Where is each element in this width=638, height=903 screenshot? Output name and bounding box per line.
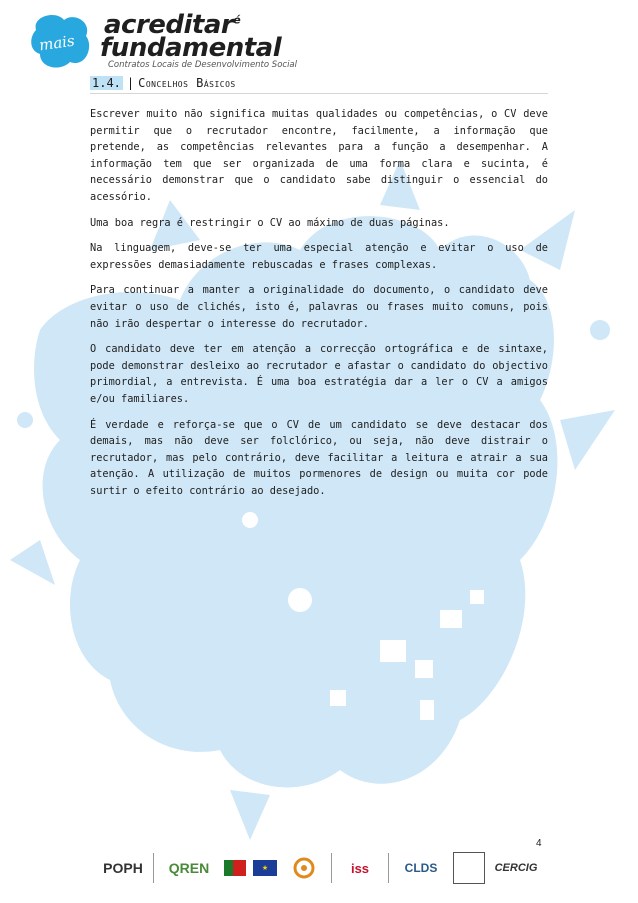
footer-divider [153, 853, 154, 883]
cercig-logo: CERCIG [494, 862, 538, 874]
seguranca-social-logo [284, 853, 324, 883]
seguranca-social-icon [291, 857, 317, 879]
header-logo [30, 6, 390, 72]
logo-tagline: Contratos Locais de Desenvolvimento Social [108, 60, 297, 70]
poph-logo: POPH [103, 860, 143, 876]
logo-title-small: é [233, 13, 241, 27]
iss-logo: iss [350, 860, 370, 876]
cvasco-logo-icon [453, 852, 485, 884]
document-body [90, 76, 548, 508]
clds-logo: CLDS [404, 861, 438, 875]
qren-logo: QREN [168, 860, 210, 876]
eu-flag-icon: ★ [253, 860, 277, 876]
footer-partner-logos [100, 848, 540, 888]
section-heading [90, 76, 548, 94]
section-number: 1.4. [92, 76, 121, 90]
paragraph: Na linguagem, deve-se ter uma especial atenção e evitar o uso de expressões demasiadamente rebuscadas e frases complexas. [90, 242, 548, 271]
paragraph: O candidato deve ter em atenção a correcção ortográfica e de sintaxe, pode demonstrar desleixo ao recrutador e afastar o candidato do objectivo primordial, a entrevista. É uma boa estratégia dar a ler o CV a amigos e/ou familiares. [90, 343, 548, 405]
paragraph: Uma boa regra é restringir o CV ao máximo de duas páginas. [90, 216, 450, 229]
portugal-flag-icon [224, 860, 246, 876]
paragraph: Escrever muito não significa muitas qualidades ou competências, o CV deve permitir que o recrutador encontre, facilmente, a informação que pretende, as competências relevantes para a função a desempenhar. A informação tem que ser organizada de uma forma clara e sucinta, é necessário demonstrar que o candidato sabe distinguir o essencial do acessório. [90, 108, 548, 203]
paragraph: Para continuar a manter a originalidade do documento, o candidato deve evitar o uso de clichés, isto é, palavras ou frases muito comuns, pois não irão despertar o interesse do recrutador. [90, 284, 548, 330]
paragraph: É verdade e reforça-se que o CV de um candidato se deve destacar dos demais, mas não deve ser folclórico, ou seja, não deve distrair o recrutador, mas pelo contrário, deve facilitar a leitura e atrair a sua atenção. A utilização de muitos pormenores de design ou muita cor pode surtir o efeito contrário ao desejado. [90, 418, 548, 497]
logo-mais-text: mais [37, 31, 76, 55]
page-number: 4 [536, 838, 542, 849]
logo-title-line2: fundamental [100, 33, 282, 63]
footer-divider [388, 853, 389, 883]
footer-divider [331, 853, 332, 883]
section-separator: | [126, 76, 135, 90]
section-title: Concelhos Básicos [138, 76, 236, 90]
logo-title-word1: acreditar [104, 10, 234, 40]
